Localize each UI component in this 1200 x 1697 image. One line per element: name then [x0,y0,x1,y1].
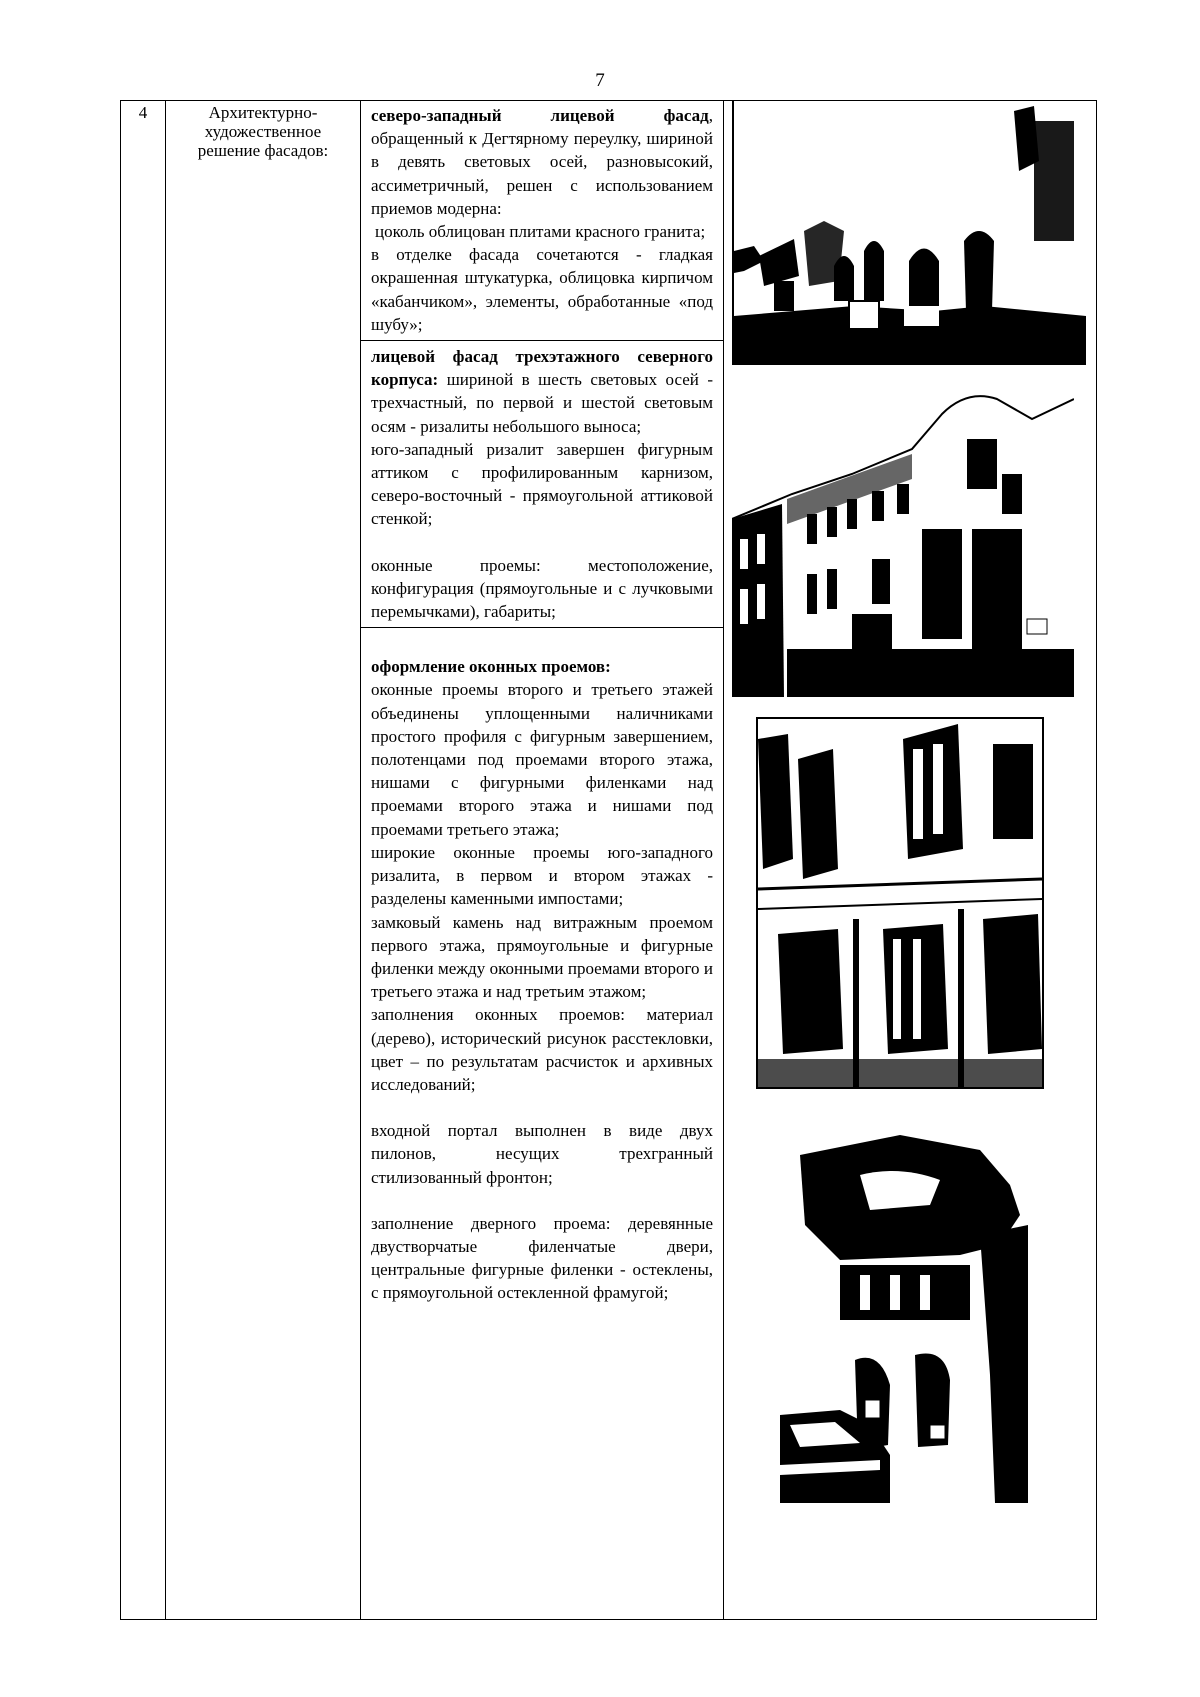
photo-entrance-portal [780,1125,1028,1503]
windows-heading: оформление оконных проемов: [371,657,611,677]
row-number: 4 [138,103,148,122]
facade-north-paragraph [371,345,713,438]
windows-line-1: оконные проемы второго и третьего этажей объединены уплощенными наличниками простого профиля с фигурным завершением, полотенцами под проемами второго этажа, нишами с фигурными филенками над проемами второго этажа и нишами под проемами третьего этажа; [371,680,713,839]
row-number-cell [121,101,166,1620]
photo-window-details [756,717,1044,1089]
cell-divider [361,627,723,628]
table-row [121,101,1097,1620]
page-number: 7 [595,70,605,91]
facade-nw-line-2: в отделке фасада сочетаются - гладкая окрашенная штукатурка, облицовка кирпичом «кабанчиком», элементы, обработанные «под шубу»; [371,245,713,334]
facade-nw-heading: северо-западный лицевой фасад [371,106,709,125]
facade-nw-text: , обращенный к Дегтярному переулку, шириной в девять световых осей, разновысокий, ассиметричный, решен с использованием приемов модерна: [371,106,713,218]
portal-line: входной портал выполнен в виде двух пилонов, несущих трехгранный стилизованный фронтон; [371,1121,713,1187]
windows-line-4: заполнения оконных проемов: материал (дерево), исторический рисунок расстекловки, цвет – по результатам расчисток и архивных исследований; [371,1005,713,1094]
facade-north-line-1: юго-западный ризалит завершен фигурным аттиком с профилированным карнизом, северо-восточный - прямоугольной аттиковой стенкой; [371,439,713,529]
document-table [120,100,1097,1620]
facade-north-text: шириной в шесть световых осей - трехчастный, по первой и шестой световым осям - ризалиты небольшого выноса; [371,370,713,436]
facade-nw-paragraph [371,104,713,220]
photo-cell [724,101,1097,1620]
cell-divider [361,340,723,341]
windows-line-2: широкие оконные проемы юго-западного ризалита, в первом и втором этажах - разделены каменными импостами; [371,842,713,909]
photo-northwest-facade [732,101,1086,365]
windows-line-3: замковый камень над витражным проемом первого этажа, прямоугольные и фигурные филенки между оконными проемами второго и третьего этажа и над третьим этажом; [371,912,713,1002]
facade-north-heading: лицевой фасад трехэтажного северного корпуса: [371,347,713,390]
row-title-cell [166,101,361,1620]
facade-north-line-2: оконные проемы: местоположение, конфигурация (прямоугольные и с лучковыми перемычками), габариты; [371,555,713,622]
photo-north-building [732,379,1074,697]
row-title: Архитектурно-художественное решение фасадов: [197,103,329,160]
description-cell [361,101,724,1620]
facade-nw-line-1: цоколь облицован плитами красного гранита; [375,222,706,242]
door-line: заполнение дверного проема: деревянные двустворчатые филенчатые двери, центральные фигурные филенки - остеклены, с прямоугольной остекленной фрамугой; [371,1213,713,1303]
